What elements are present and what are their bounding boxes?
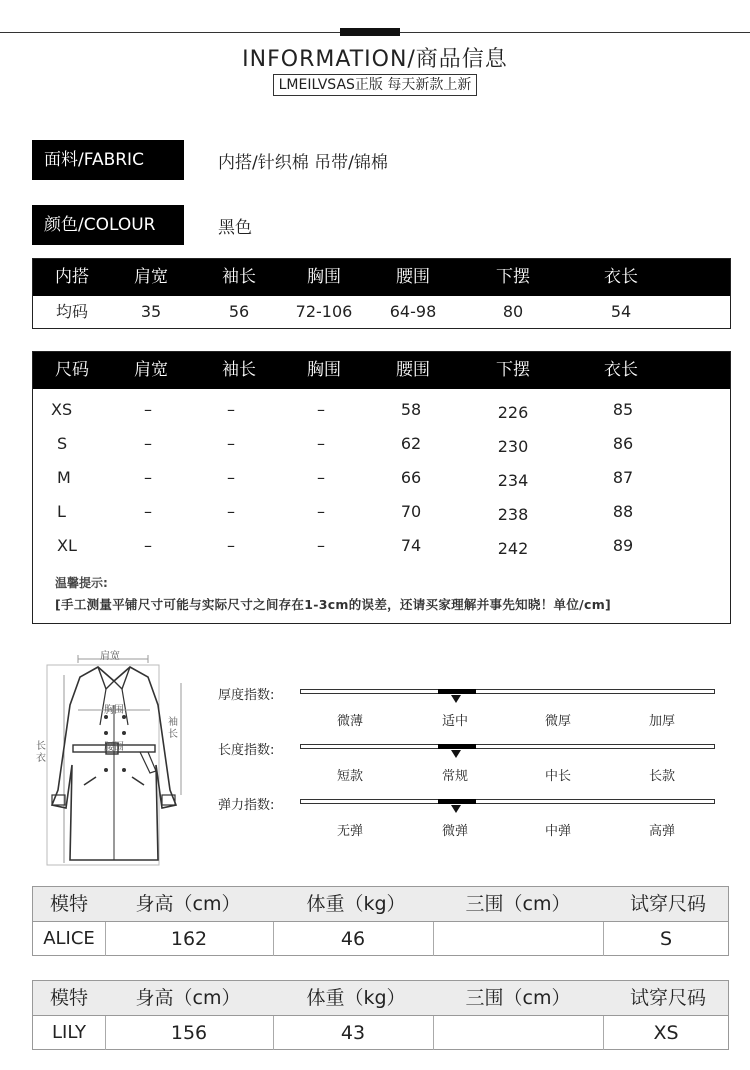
colour-value: 黑色 (218, 218, 252, 238)
thickness-option: 微厚 (544, 714, 571, 729)
note-title: 温馨提示: (55, 576, 108, 590)
model-header-cell: 模特 (49, 987, 88, 1009)
inner-cell: 35 (140, 302, 162, 321)
size-row-xs (33, 400, 730, 424)
model-table-header (33, 981, 728, 1016)
model-row (33, 922, 728, 956)
fabric-value: 内搭/针织棉 吊带/锦棉 (218, 153, 388, 173)
size-header-cell: 胸围 (307, 360, 341, 380)
model-header-cell: 体重（kg） (306, 987, 406, 1009)
elasticity-option: 微弹 (441, 824, 468, 839)
size-cell: 242 (497, 539, 529, 558)
size-cell: – (144, 400, 152, 419)
size-header-cell: 衣长 (604, 360, 638, 380)
model-height: 156 (170, 1022, 208, 1044)
inner-cell: 64-98 (389, 302, 437, 321)
column-divider (433, 1016, 434, 1050)
model-header-cell: 三围（cm） (465, 987, 571, 1009)
inner-cell: 72-106 (295, 302, 353, 321)
garment-diagram (36, 645, 190, 870)
model-header-cell: 三围（cm） (465, 893, 571, 915)
model-row (33, 1016, 728, 1050)
subtitle-wrap (0, 74, 750, 96)
size-cell: – (227, 468, 235, 487)
inner-cell: 80 (502, 302, 524, 321)
size-cell: 74 (400, 536, 422, 555)
model-name: LILY (52, 1022, 86, 1043)
thickness-option: 微薄 (336, 714, 363, 729)
inner-table-header (33, 259, 730, 296)
size-row-l (33, 502, 730, 526)
size-cell: 238 (497, 505, 529, 524)
model-table-header (33, 887, 728, 922)
size-cell: L (57, 502, 66, 521)
size-cell: – (317, 434, 325, 453)
length-option: 常规 (441, 769, 468, 784)
size-row-xl (33, 536, 730, 560)
elasticity-option: 中弹 (544, 824, 571, 839)
size-cell: 70 (400, 502, 422, 521)
length-index-marker (438, 744, 476, 749)
inner-header-cell: 衣长 (604, 267, 638, 287)
length-index-bar (300, 744, 715, 749)
size-header-cell: 袖长 (222, 360, 256, 380)
size-cell: – (317, 400, 325, 419)
inner-header-cell: 腰围 (396, 267, 430, 287)
diagram-label-shoulder: 肩宽 (100, 651, 120, 662)
model-size: S (659, 928, 673, 950)
model-header-cell: 体重（kg） (306, 893, 406, 915)
inner-header-cell: 袖长 (222, 267, 256, 287)
model-name: ALICE (43, 928, 95, 949)
length-index-label: 长度指数: (218, 743, 275, 758)
elasticity-index-bar (300, 799, 715, 804)
elasticity-index-label: 弹力指数: (218, 798, 275, 813)
size-header-cell: 下摆 (496, 360, 530, 380)
diagram-label-waist: 腰围 (104, 742, 124, 753)
size-cell: 226 (497, 403, 529, 422)
diagram-label-sleeve: 袖长 (168, 717, 178, 740)
inner-cell: 56 (228, 302, 250, 321)
inner-header-cell: 胸围 (307, 267, 341, 287)
size-cell: 230 (497, 437, 529, 456)
model-height: 162 (170, 928, 208, 950)
thickness-index-label: 厚度指数: (218, 688, 275, 703)
size-cell: 66 (400, 468, 422, 487)
size-header-cell: 腰围 (396, 360, 430, 380)
size-cell: – (227, 502, 235, 521)
size-cell: 62 (400, 434, 422, 453)
thickness-option: 适中 (441, 714, 468, 729)
length-option: 短款 (336, 769, 363, 784)
inner-header-cell: 内搭 (55, 267, 89, 287)
thickness-option: 加厚 (648, 714, 675, 729)
size-cell: – (227, 434, 235, 453)
size-cell: 85 (612, 400, 634, 419)
size-cell: – (144, 502, 152, 521)
size-cell: – (144, 536, 152, 555)
length-option: 长款 (648, 769, 675, 784)
inner-cell: 均码 (55, 302, 88, 321)
elasticity-option: 高弹 (648, 824, 675, 839)
inner-header-cell: 肩宽 (134, 267, 168, 287)
model-header-cell: 模特 (49, 893, 88, 915)
colour-label: 颜色/COLOUR (32, 205, 184, 245)
diagram-label-chest: 胸围 (104, 705, 124, 716)
diagram-label-length: 长衣 (36, 741, 46, 764)
brand-subtitle: LMEILVSAS正版 每天新款上新 (273, 74, 478, 96)
size-cell: – (317, 536, 325, 555)
elasticity-index-marker (438, 799, 476, 804)
size-cell: XL (57, 536, 77, 555)
size-cell: – (144, 468, 152, 487)
model-weight: 43 (340, 1022, 366, 1044)
note-text: [手工测量平铺尺寸可能与实际尺寸之间存在1-3cm的误差，还请买家理解并事先知晓！单位/cm] (55, 597, 612, 612)
length-arrow-icon (451, 750, 461, 758)
length-option: 中长 (544, 769, 571, 784)
size-cell: 58 (400, 400, 422, 419)
model-header-cell: 试穿尺码 (629, 893, 706, 915)
thickness-arrow-icon (451, 695, 461, 703)
model-header-cell: 身高（cm） (135, 893, 241, 915)
fit-indices (218, 680, 718, 840)
model-header-cell: 身高（cm） (135, 987, 241, 1009)
elasticity-arrow-icon (451, 805, 461, 813)
model-size: XS (653, 1022, 679, 1044)
size-cell: 87 (612, 468, 634, 487)
size-cell: S (57, 434, 68, 453)
model-weight: 46 (340, 928, 366, 950)
header-tab-mark (340, 28, 400, 36)
size-table-header (33, 352, 730, 389)
thickness-index-marker (438, 689, 476, 694)
size-cell: 89 (612, 536, 634, 555)
size-cell: – (144, 434, 152, 453)
size-cell: – (317, 468, 325, 487)
coat-outline-illustration (40, 645, 190, 870)
page-title: INFORMATION/商品信息 (242, 47, 508, 72)
model-header-cell: 试穿尺码 (629, 987, 706, 1009)
size-cell: XS (51, 400, 73, 419)
inner-size-table (32, 258, 731, 329)
size-cell: – (317, 502, 325, 521)
column-divider (433, 922, 434, 956)
inner-header-cell: 下摆 (496, 267, 530, 287)
model-table-alice (32, 886, 729, 956)
model-table-lily (32, 980, 729, 1050)
inner-table-row (33, 296, 730, 328)
size-row-m (33, 468, 730, 492)
size-cell: – (227, 536, 235, 555)
size-row-s (33, 434, 730, 458)
size-table (32, 351, 731, 624)
size-header-cell: 肩宽 (134, 360, 168, 380)
size-cell: – (227, 400, 235, 419)
elasticity-option: 无弹 (336, 824, 363, 839)
size-cell: 86 (612, 434, 634, 453)
size-cell: 88 (612, 502, 634, 521)
size-cell: M (57, 468, 71, 487)
size-header-cell: 尺码 (55, 360, 89, 380)
inner-cell: 54 (610, 302, 632, 321)
fabric-label: 面料/FABRIC (32, 140, 184, 180)
size-cell: 234 (497, 471, 529, 490)
thickness-index-bar (300, 689, 715, 694)
